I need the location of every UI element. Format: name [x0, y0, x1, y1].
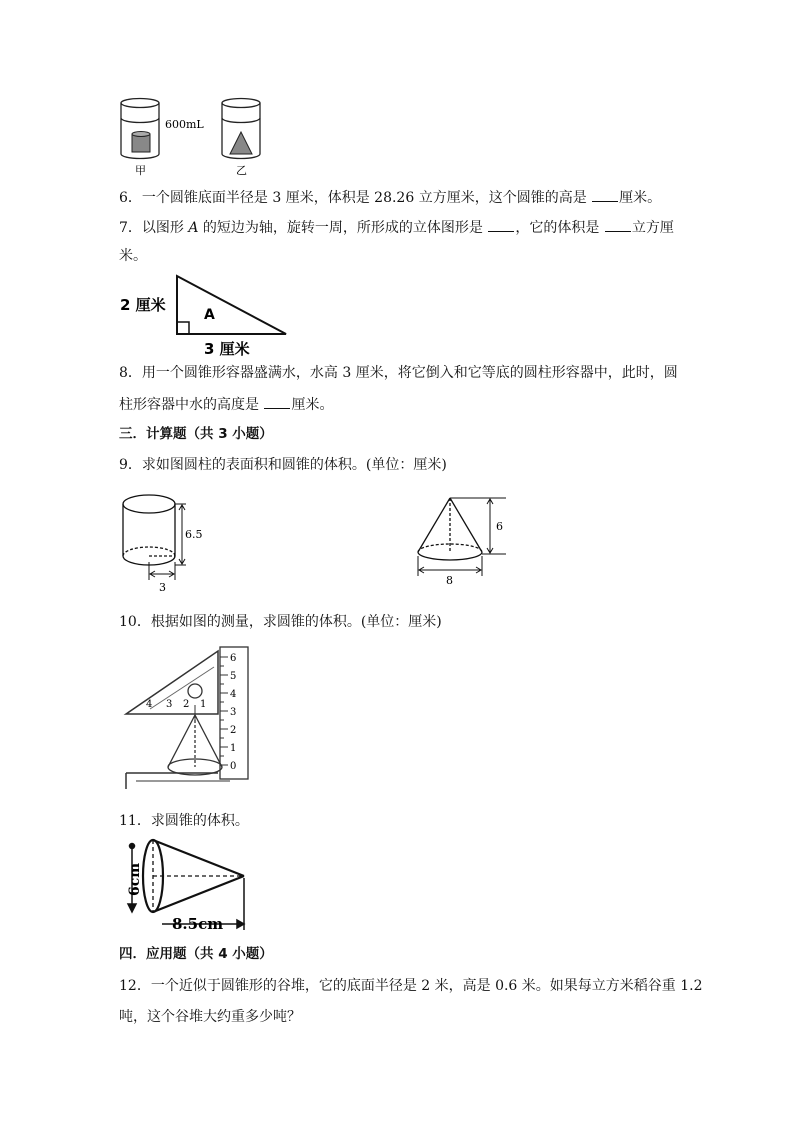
answer-blank[interactable]: [264, 395, 290, 409]
tick-label: 4: [146, 699, 153, 710]
tick-label: 3: [166, 699, 173, 710]
cone-diameter-dimension: [418, 556, 482, 576]
beakers-figure: [118, 94, 268, 178]
measured-cone: [168, 715, 222, 775]
question-7: 7．以图形 A 的短边为轴，旋转一周，所形成的立体图形是 ，它的体积是 立方厘: [119, 220, 674, 236]
tick-label: 1: [200, 699, 207, 710]
ruler-tick-label: 0: [230, 761, 237, 772]
volume-label: 600mL: [165, 118, 204, 131]
ruler-tick-label: 4: [230, 689, 237, 700]
answer-blank[interactable]: [592, 188, 618, 202]
question-7-line2: 米。: [119, 248, 147, 264]
question-12: 12．一个近似于圆锥形的谷堆，它的底面半径是 2 米，高是 0.6 米。如果每立方米稻谷重 1.2: [119, 978, 703, 994]
label-yi: 乙: [236, 164, 247, 177]
vertical-ruler: [220, 647, 248, 779]
question-9: 9．求如图圆柱的表面积和圆锥的体积。(单位：厘米): [119, 457, 447, 473]
base-length-label: 3 厘米: [204, 340, 250, 358]
triangle-figure: [118, 270, 298, 358]
tick-label: 2: [183, 699, 190, 710]
cylinder-height-label: 6.5: [185, 528, 203, 541]
ruler-tick-label: 3: [230, 707, 237, 718]
ruler-tick-label: 2: [230, 725, 237, 736]
question-6: 6．一个圆锥底面半径是 3 厘米，体积是 28.26 立方厘米，这个圆锥的高是 厘米。: [119, 190, 662, 206]
set-square-hole: [188, 684, 202, 698]
cylinder-radius-label: 3: [159, 581, 166, 594]
cylinder-figure: [118, 490, 218, 594]
ruler-measurement-figure: [120, 643, 254, 793]
cone-figure: [414, 492, 514, 584]
ruler-tick-label: 1: [230, 743, 237, 754]
section-3-title: 三．计算题（共 3 小题）: [119, 426, 273, 442]
cone-diameter-label: 8: [446, 574, 453, 584]
lying-cone-shape: [143, 840, 244, 912]
answer-blank[interactable]: [488, 218, 514, 232]
ruler-tick-label: 6: [230, 653, 237, 664]
ruler-tick-label: 5: [230, 671, 237, 682]
side-length-label: 2 厘米: [120, 296, 166, 314]
cylinder-shape: [123, 495, 175, 565]
cone-height-label: 6: [496, 520, 503, 533]
question-12-line2: 吨，这个谷堆大约重多少吨？: [119, 1009, 301, 1025]
cone-shape: [418, 498, 482, 560]
set-square-tick-labels: [146, 699, 206, 710]
label-jia: 甲: [135, 164, 146, 177]
length-label: 8.5cm: [172, 915, 224, 933]
question-11: 11．求圆锥的体积。: [119, 813, 249, 829]
diameter-label: 6cm: [127, 862, 143, 896]
section-4-title: 四．应用题（共 4 小题）: [119, 946, 273, 962]
right-angle-mark: [177, 322, 189, 334]
lying-cone-figure: [118, 838, 268, 934]
triangle-label: A: [204, 307, 215, 323]
question-8: 8．用一个圆锥形容器盛满水，水高 3 厘米，将它倒入和它等底的圆柱形容器中，此时，圆: [119, 365, 678, 381]
small-cylinder-in-beaker: [132, 132, 150, 153]
right-triangle-shape: [177, 276, 286, 334]
question-8-line2: 柱形容器中水的高度是 厘米。: [119, 397, 334, 413]
answer-blank[interactable]: [605, 218, 631, 232]
small-cone-in-beaker: [230, 132, 252, 154]
question-10: 10．根据如图的测量，求圆锥的体积。(单位：厘米): [119, 614, 442, 630]
